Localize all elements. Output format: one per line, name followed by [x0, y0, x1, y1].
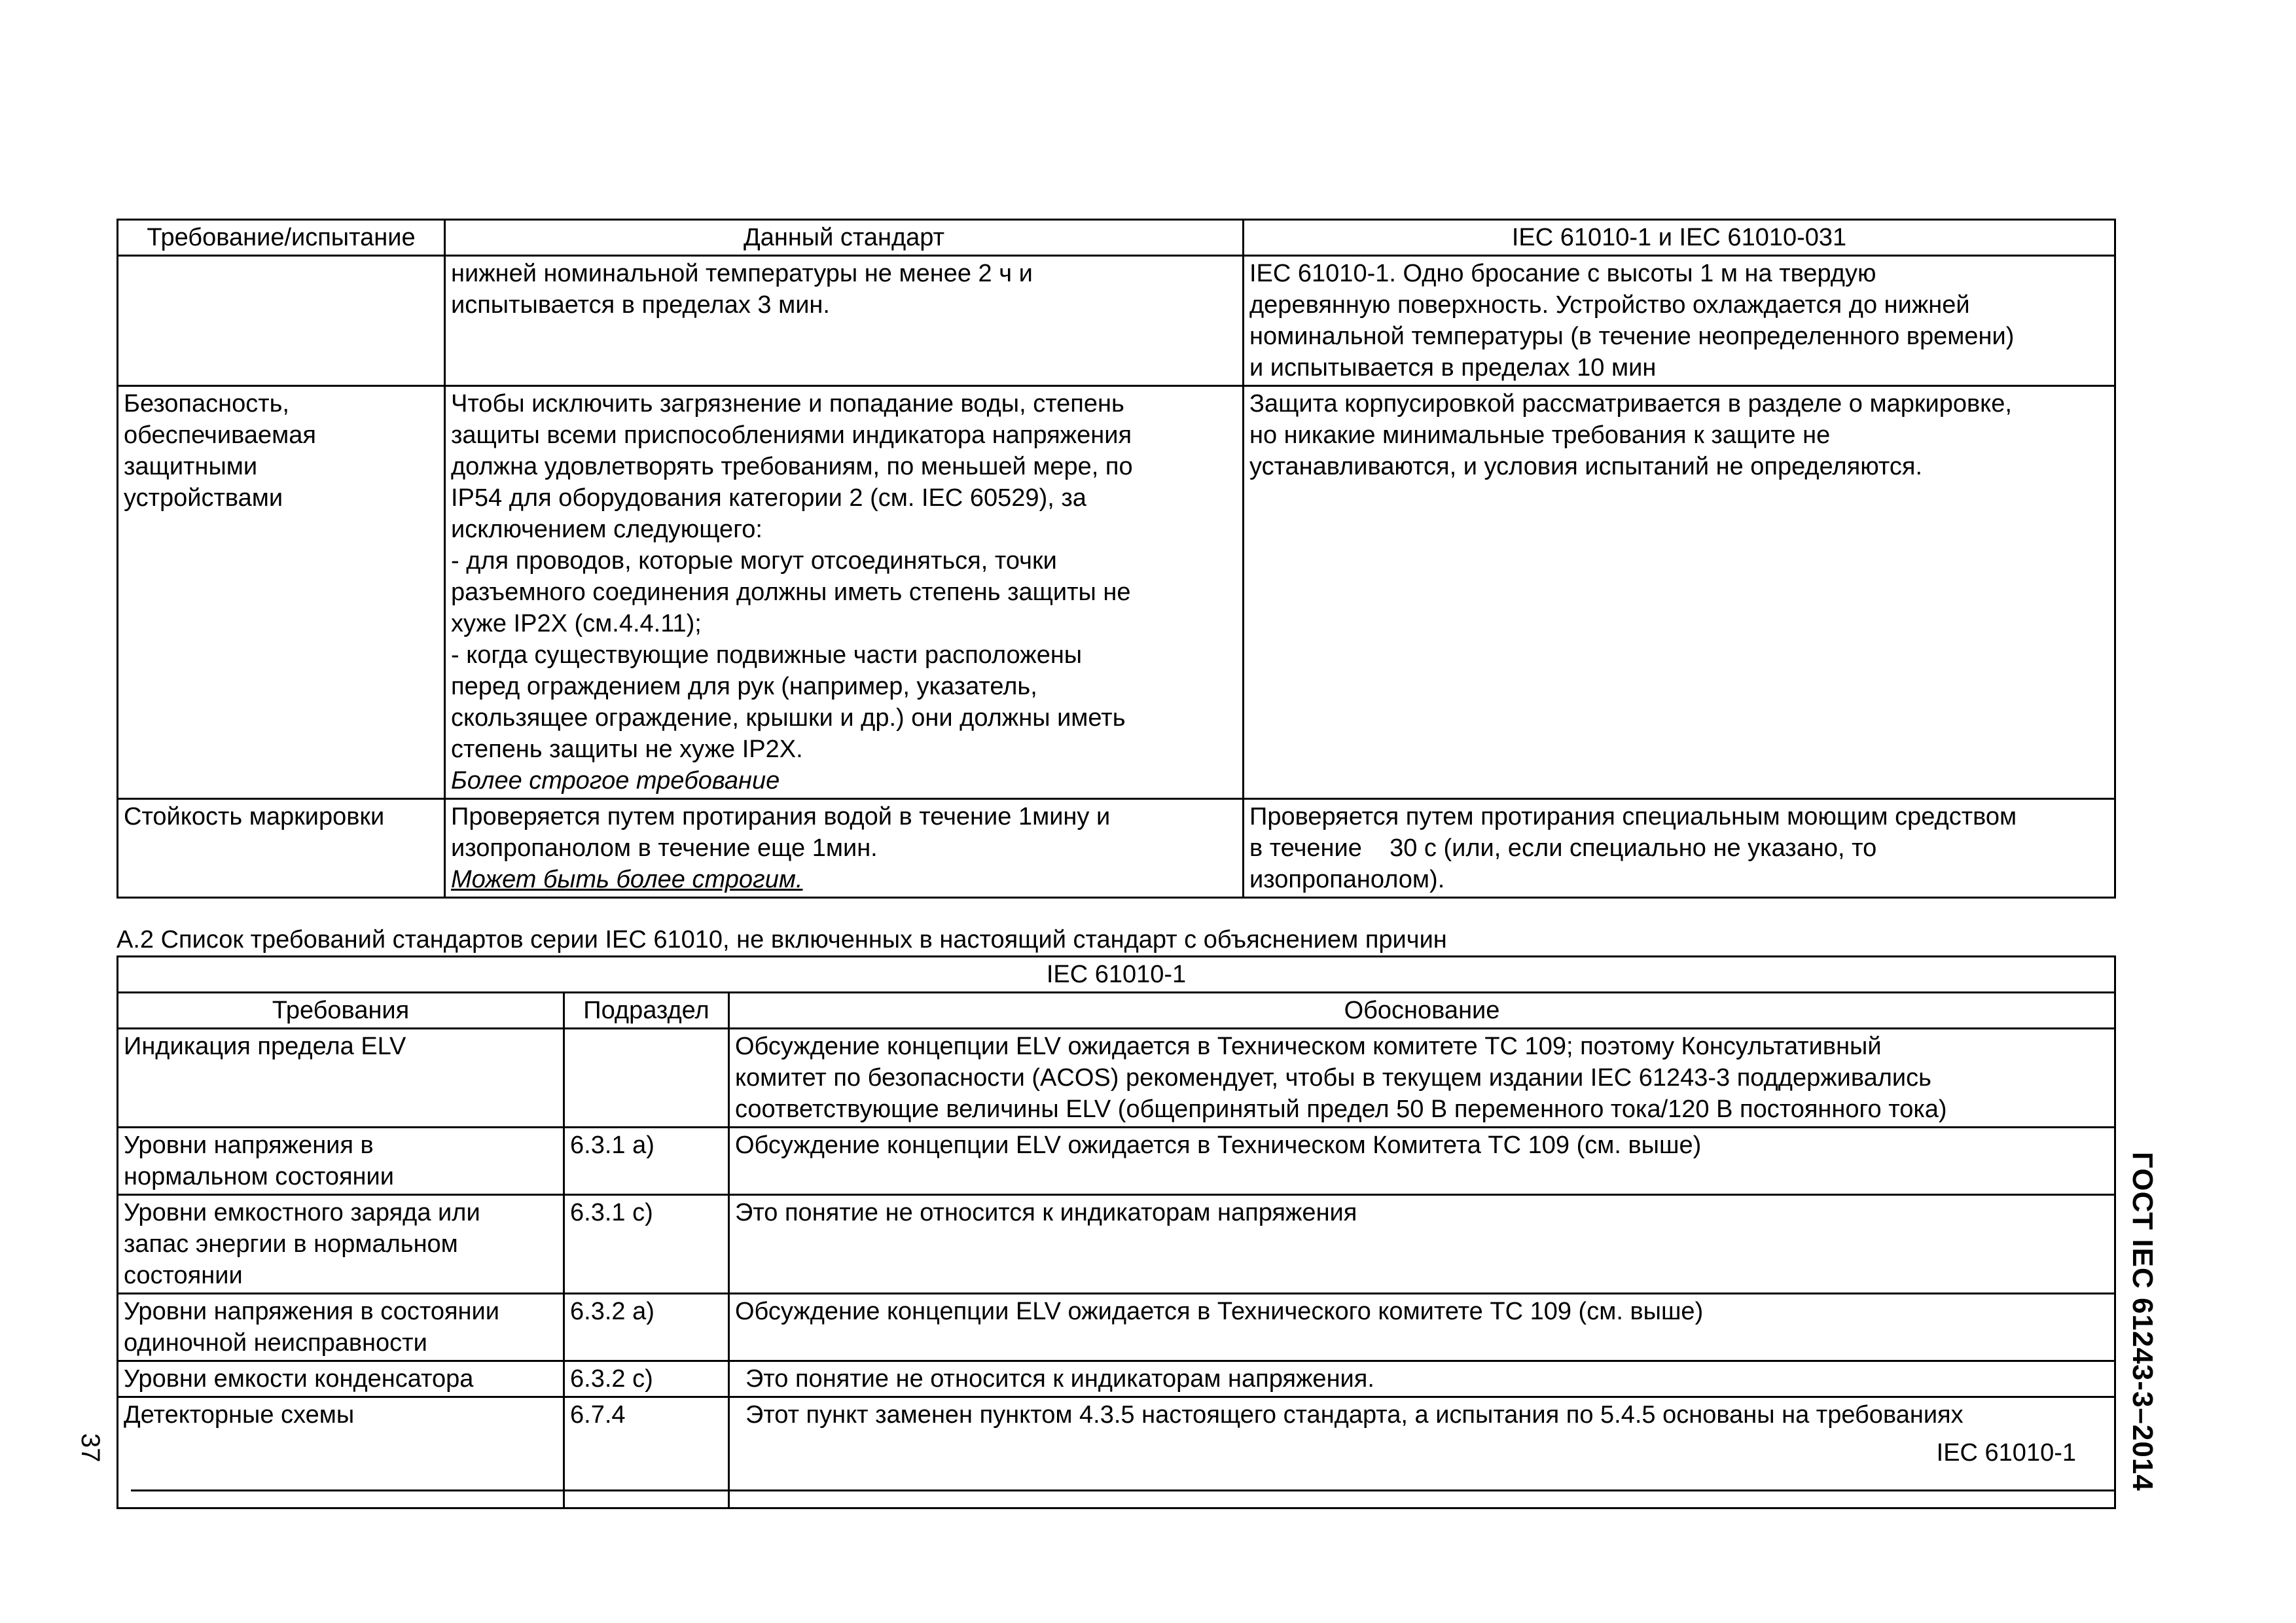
italic-note: Может быть более строгим. — [451, 866, 803, 893]
justification-cell — [729, 1029, 2115, 1128]
cell-line: Обсуждение концепции ELV ожидается в Технического комитете ТС 109 (см. выше) — [735, 1298, 1704, 1325]
cell-line: Это понятие не относится к индикаторам напряжения. — [745, 1365, 1374, 1393]
cell-line: Стойкость маркировки — [124, 803, 385, 830]
table-caption: А.2 Список требований стандартов серии IEC 61010, не включенных в настоящий стандарт с объяснением причин — [117, 926, 1447, 954]
requirement-cell — [118, 799, 445, 898]
iec-cell — [1244, 256, 2115, 386]
excluded-requirements-table — [117, 955, 2116, 1509]
table-row — [118, 386, 2115, 799]
cell-line: изопропанолом). — [1249, 866, 1445, 893]
justification-cell — [729, 1195, 2115, 1294]
cell-line: деревянную поверхность. Устройство охлаждается до нижней — [1249, 291, 1970, 319]
cell-line: должна удовлетворять требованиям, по меньшей мере, по — [451, 453, 1133, 480]
cell-line: нормальном состоянии — [124, 1163, 394, 1190]
cell-line: Проверяется путем протирания специальным моющим средством — [1249, 803, 2017, 830]
justification-cell — [729, 1397, 2115, 1508]
cell-line: разъемного соединения должны иметь степень защиты не — [451, 579, 1131, 606]
cell-line: защиты всеми приспособлениями индикатора напряжения — [451, 421, 1132, 449]
requirement-cell — [118, 1397, 564, 1508]
iec-cell — [1244, 386, 2115, 799]
cell-line: Чтобы исключить загрязнение и попадание воды, степень — [451, 390, 1124, 418]
cell-line: устройствами — [124, 484, 283, 512]
cell-line: скользящее ограждение, крышки и др.) они должны иметь — [451, 704, 1126, 732]
cell-line: Уровни напряжения в — [124, 1132, 374, 1159]
requirement-cell — [118, 386, 445, 799]
subsection-cell: 6.3.2 с) — [564, 1361, 729, 1397]
justification-cell — [729, 1128, 2115, 1195]
cell-line: обеспечиваемая — [124, 421, 316, 449]
column-header: Требования — [118, 993, 564, 1029]
cell-line: номинальной температуры (в течение неопределенного времени) — [1249, 323, 2015, 350]
column-header: Данный стандарт — [445, 220, 1244, 256]
column-header: Требование/испытание — [118, 220, 445, 256]
requirement-cell — [118, 1029, 564, 1128]
column-header: IEC 61010-1 и IEC 61010-031 — [1244, 220, 2115, 256]
this-standard-cell — [445, 256, 1244, 386]
subsection-cell: 6.7.4 — [564, 1397, 729, 1508]
cell-line: Проверяется путем протирания водой в течение 1мину и — [451, 803, 1111, 830]
column-header: Подраздел — [564, 993, 729, 1029]
subsection-cell: 6.3.1 с) — [564, 1195, 729, 1294]
cell-line: Уровни емкостного заряда или — [124, 1199, 480, 1226]
document-side-title: ГОСТ IEC 61243-3–2014 — [2126, 1152, 2159, 1491]
cell-line: степень защиты не хуже IP2X. — [451, 736, 803, 763]
this-standard-cell — [445, 386, 1244, 799]
cell-line: Обсуждение концепции ELV ожидается в Техническом комитете ТС 109; поэтому Консультативный — [735, 1033, 1882, 1060]
cell-line: изопропанолом в течение еще 1мин. — [451, 834, 878, 862]
table-group-header-row — [118, 957, 2115, 993]
cell-line: - для проводов, которые могут отсоединяться, точки — [451, 547, 1057, 575]
table-row — [118, 1294, 2115, 1361]
table-row — [118, 1397, 2115, 1508]
table-row — [118, 799, 2115, 898]
cell-line: испытывается в пределах 3 мин. — [451, 291, 830, 319]
table-header-row — [118, 220, 2115, 256]
requirement-cell — [118, 256, 445, 386]
requirement-cell — [118, 1195, 564, 1294]
cell-line: состоянии — [124, 1262, 243, 1289]
justification-cell — [729, 1294, 2115, 1361]
comparison-table — [117, 219, 2116, 899]
cell-line: Защита корпусировкой рассматривается в разделе о маркировке, — [1249, 390, 2012, 418]
cell-line: соответствующие величины ELV (общепринятый предел 50 В переменного тока/120 В постоянного тока) — [735, 1096, 1947, 1123]
cell-line: защитными — [124, 453, 258, 480]
cell-line: комитет по безопасности (ACOS) рекомендует, чтобы в текущем издании IEC 61243-3 поддерживались — [735, 1064, 1931, 1092]
cell-line: IEC 61010-1. Одно бросание с высоты 1 м на твердую — [1249, 260, 1876, 287]
cell-line: Этот пункт заменен пунктом 4.3.5 настоящего стандарта, а испытания по 5.4.5 основаны на требованиях — [745, 1401, 1964, 1429]
cell-line: Детекторные схемы — [124, 1401, 355, 1429]
table-header-row — [118, 993, 2115, 1029]
cell-line: Это понятие не относится к индикаторам напряжения — [735, 1199, 1357, 1226]
cell-line: IP54 для оборудования категории 2 (см. IEC 60529), за — [451, 484, 1086, 512]
cell-line: Обсуждение концепции ELV ожидается в Техническом Комитета ТС 109 (см. выше) — [735, 1132, 1702, 1159]
requirement-cell — [118, 1128, 564, 1195]
cell-line: запас энергии в нормальном — [124, 1230, 458, 1258]
iec-cell — [1244, 799, 2115, 898]
this-standard-cell — [445, 799, 1244, 898]
cell-line: Уровни напряжения в состоянии — [124, 1298, 499, 1325]
cell-line: одиночной неисправности — [124, 1329, 427, 1357]
table-row — [118, 1195, 2115, 1294]
table-row — [118, 1128, 2115, 1195]
requirement-cell — [118, 1361, 564, 1397]
subsection-cell — [564, 1029, 729, 1128]
table-row — [118, 1029, 2115, 1128]
justification-cell — [729, 1361, 2115, 1397]
table-row — [118, 1361, 2115, 1397]
cell-line: устанавливаются, и условия испытаний не определяются. — [1249, 453, 1923, 480]
cell-line: - когда существующие подвижные части расположены — [451, 641, 1083, 669]
cell-line: нижней номинальной температуры не менее 2 ч и — [451, 260, 1033, 287]
subsection-cell: 6.3.1 а) — [564, 1128, 729, 1195]
cell-line: в течение 30 с (или, если специально не указано, то — [1249, 834, 1877, 862]
italic-note: Более строгое требование — [451, 767, 780, 794]
bottom-rule — [131, 1489, 2115, 1491]
page-number: 37 — [76, 1433, 105, 1463]
table-row — [118, 256, 2115, 386]
subsection-cell: 6.3.2 а) — [564, 1294, 729, 1361]
cell-line: Уровни емкости конденсатора — [124, 1365, 474, 1393]
cell-line: перед ограждением для рук (например, указатель, — [451, 673, 1037, 700]
cell-line: исключением следующего: — [451, 516, 762, 543]
column-header: Обоснование — [729, 993, 2115, 1029]
requirement-cell — [118, 1294, 564, 1361]
cell-line: Безопасность, — [124, 390, 289, 418]
cell-line: Индикация предела ELV — [124, 1033, 406, 1060]
cell-line: и испытывается в пределах 10 мин — [1249, 354, 1657, 382]
cell-line: хуже IP2X (см.4.4.11); — [451, 610, 702, 637]
group-header: IEC 61010-1 — [118, 957, 2115, 993]
cell-line: но никакие минимальные требования к защите не — [1249, 421, 1831, 449]
cell-line: IEC 61010-1 — [1936, 1439, 2077, 1467]
